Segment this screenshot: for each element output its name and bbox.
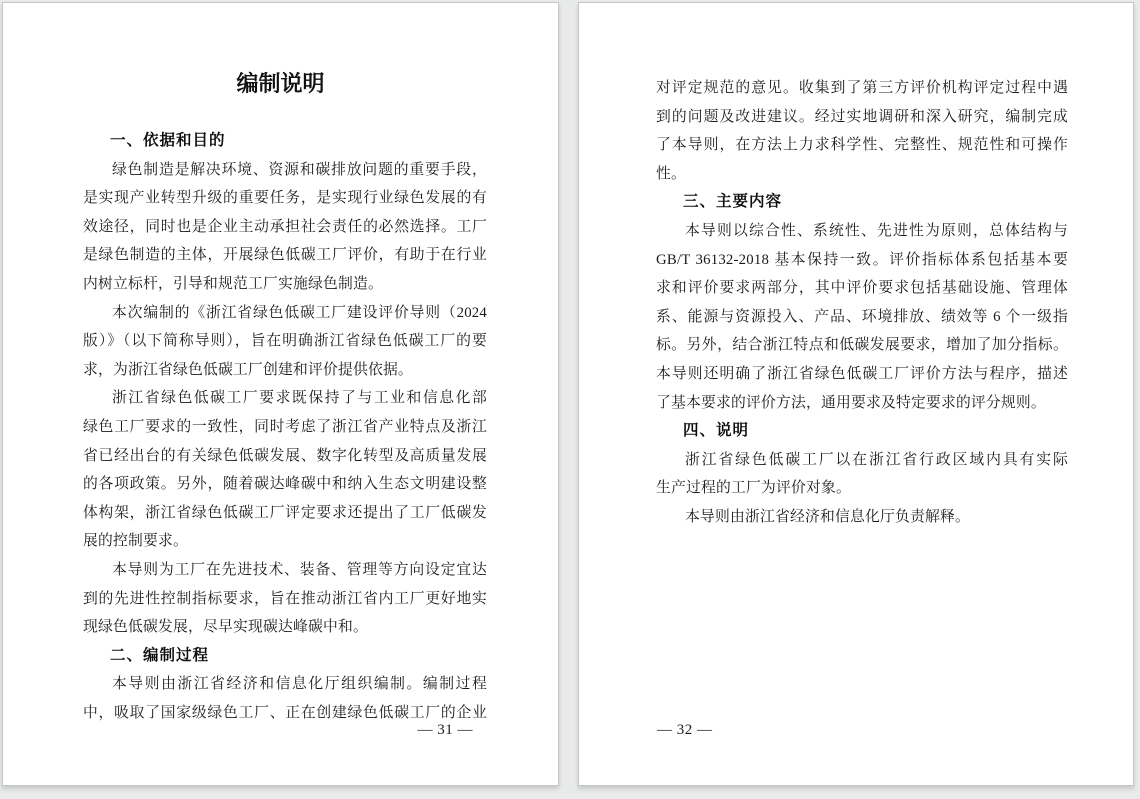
text-line: 省已经出台的有关绿色低碳发展、数字化转型及高质量发展: [83, 447, 487, 464]
text-line: 是实现产业转型升级的重要任务，是实现行业绿色发展的有: [83, 190, 487, 207]
text-line: 现绿色低碳发展，尽早实现碳达峰碳中和。: [83, 619, 368, 636]
text-line: 效途径，同时也是企业主动承担社会责任的必然选择。工厂: [83, 218, 487, 235]
section-heading: 三、主要内容: [683, 193, 783, 211]
page-number-32: — 32 —: [657, 722, 713, 738]
text-line: 绿色制造是解决环境、资源和碳排放问题的重要手段，: [112, 161, 487, 178]
document-page-31: [2, 2, 559, 786]
section-heading: 一、依据和目的: [110, 132, 226, 149]
page-number-31: — 31 —: [417, 722, 473, 738]
text-line: 了本导则，在方法上力求科学性、完整性、规范性和可操作: [656, 137, 1068, 154]
text-line: 系、能源与资源投入、产品、环境排放、绩效等 6 个一级指: [656, 308, 1068, 325]
text-line: 本导则由浙江省经济和信息化厅组织编制。编制过程: [112, 676, 487, 693]
text-line: GB/T 36132-2018 基本保持一致。评价指标体系包括基本要: [656, 251, 1068, 268]
text-line: 是绿色制造的主体，开展绿色低碳工厂评价，有助于在行业: [83, 247, 487, 264]
text-line: 到的问题及改进建议。经过实地调研和深入研究，编制完成: [656, 108, 1068, 125]
text-line: 展的控制要求。: [83, 533, 188, 550]
text-line: 生产过程的工厂为评价对象。: [656, 480, 851, 497]
text-line: 求和评价要求两部分，其中评价要求包括基础设施、管理体: [656, 280, 1068, 297]
text-line: 标。另外，结合浙江特点和低碳发展要求，增加了加分指标。: [656, 337, 1068, 354]
text-line: 到的先进性控制指标要求，旨在推动浙江省内工厂更好地实: [83, 590, 487, 607]
text-line: 中，吸取了国家级绿色工厂、正在创建绿色低碳工厂的企业: [83, 704, 487, 721]
page-32-text-block: [656, 74, 1068, 532]
text-line: 本导则以综合性、系统性、先进性为原则，总体结构与: [685, 222, 1068, 239]
text-line: 浙江省绿色低碳工厂以在浙江省行政区域内具有实际: [685, 451, 1068, 468]
text-line: 性。: [656, 165, 686, 182]
text-line: 求，为浙江省绿色低碳工厂创建和评价提供依据。: [83, 361, 413, 378]
document-title: 编制说明: [236, 71, 325, 96]
text-line: 了基本要求的评价方法，通用要求及特定要求的评分规则。: [656, 394, 1046, 411]
document-page-32: [578, 2, 1134, 786]
text-line: 本导则为工厂在先进技术、装备、管理等方向设定宜达: [112, 561, 487, 578]
text-line: 本导则由浙江省经济和信息化厅负责解释。: [685, 508, 970, 525]
text-line: 的各项政策。另外，随着碳达峰碳中和纳入生态文明建设整: [83, 476, 487, 493]
text-line: 浙江省绿色低碳工厂要求既保持了与工业和信息化部: [112, 390, 487, 407]
page-31-text-block: [83, 127, 487, 727]
text-line: 本导则还明确了浙江省绿色低碳工厂评价方法与程序，描述: [656, 365, 1068, 382]
text-line: 对评定规范的意见。收集到了第三方评价机构评定过程中遇: [656, 80, 1068, 96]
text-line: 体构架，浙江省绿色低碳工厂评定要求还提出了工厂低碳发: [83, 504, 487, 521]
section-heading: 四、说明: [683, 422, 750, 440]
text-line: 版）》（以下简称导则），旨在明确浙江省绿色低碳工厂的要: [83, 333, 487, 350]
section-heading: 二、编制过程: [110, 646, 210, 664]
text-line: 绿色工厂要求的一致性，同时考虑了浙江省产业特点及浙江: [83, 418, 487, 435]
text-line: 本次编制的《浙江省绿色低碳工厂建设评价导则（2024: [112, 304, 487, 321]
text-line: 内树立标杆，引导和规范工厂实施绿色制造。: [83, 275, 383, 292]
